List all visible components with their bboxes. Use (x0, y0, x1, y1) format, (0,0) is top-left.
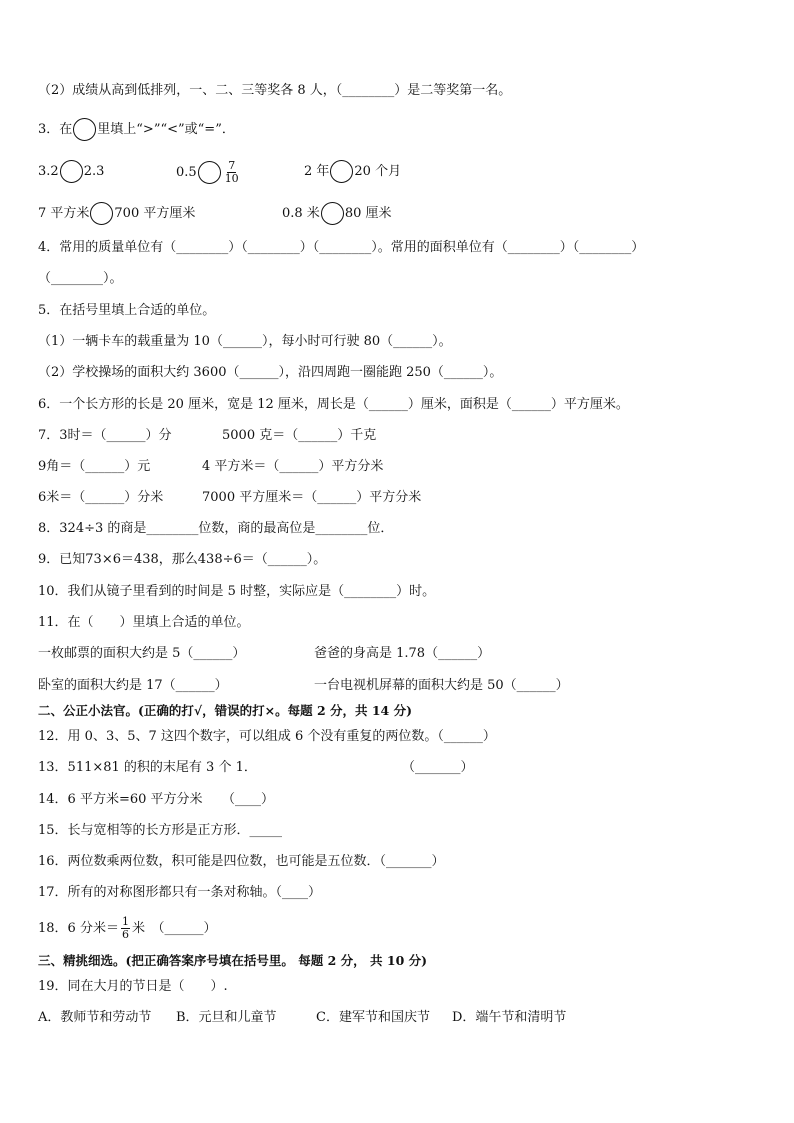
fraction-den: 10 (224, 172, 239, 185)
compare-circle-b[interactable] (198, 161, 221, 184)
q4-line1: 4．常用的质量单位有（________）（________）（________）。常用的面积单位有（________）（________） (38, 240, 645, 255)
q3-c-right: 20 个月 (354, 164, 402, 179)
q11-r2b: 一台电视机屏幕的面积大约是 50（______） (314, 678, 569, 693)
fraction-den: 6 (121, 928, 129, 941)
q3-e-right: 80 厘米 (344, 206, 392, 221)
q15: 15．长与宽相等的长方形是正方形．_____ (38, 823, 283, 838)
q19-option-c: C．建军节和国庆节 (316, 1010, 430, 1025)
q6: 6．一个长方形的长是 20 厘米，宽是 12 厘米，周长是（______）厘米，面积是（______）平方厘米。 (38, 397, 629, 412)
q3-row1-c (304, 160, 401, 183)
compare-circle-e[interactable] (321, 202, 344, 225)
q7-r3a: 6米＝（______）分米 (38, 490, 164, 505)
q19-title: 19．同在大月的节日是（ ）. (38, 979, 228, 994)
q10: 10．我们从镜子里看到的时间是 5 时整，实际应是（________）时。 (38, 584, 436, 599)
compare-circle-d[interactable] (90, 202, 113, 225)
q19-option-a: A．教师节和劳动节 (38, 1010, 152, 1025)
q7-r2a: 9角＝（______）元 (38, 459, 151, 474)
fraction-num: 1 (121, 915, 129, 928)
q19-option-b: B．元旦和儿童节 (176, 1010, 277, 1025)
section2-heading: 二、公正小法官。(正确的打√，错误的打×。每题 2 分，共 14 分) (38, 703, 413, 718)
q3-title-a: 3．在 (38, 122, 73, 137)
q3-row1-b (176, 160, 242, 185)
q13-blank: （_______） (402, 760, 474, 775)
q7-r1b: 5000 克＝（______）千克 (222, 428, 377, 443)
q2-part2: （2）成绩从高到低排列，一、二、三等奖各 8 人，（________）是二等奖第一名。 (38, 83, 512, 98)
q3-d-left: 7 平方米 (38, 206, 90, 221)
q3-b-left: 0.5 (176, 165, 197, 180)
q3-title-b: 里填上“>”“<”或“=”． (97, 122, 235, 137)
fraction-7-10 (224, 160, 240, 185)
q7-r1a: 7．3时＝（______）分 (38, 428, 172, 443)
q16: 16．两位数乘两位数，积可能是四位数，也可能是五位数．（_______） (38, 854, 445, 869)
q3-title (38, 118, 235, 141)
compare-circle[interactable] (73, 118, 96, 141)
q7-r3b: 7000 平方厘米＝（______）平方分米 (202, 490, 422, 505)
q4-line2: （________）。 (38, 271, 123, 286)
q13: 13．511×81 的积的末尾有 3 个 1． (38, 760, 257, 775)
q3-row1 (38, 160, 104, 183)
fraction-1-6 (121, 916, 130, 941)
q9: 9．已知73×6＝438，那么438÷6＝（______）。 (38, 552, 327, 567)
compare-circle-c[interactable] (330, 160, 353, 183)
q18-suffix: 米 （______） (131, 921, 217, 936)
q5-part1: （1）一辆卡车的载重量为 10（______），每小时可行驶 80（______）。 (38, 334, 452, 349)
q3-a-left: 3.2 (38, 164, 59, 179)
q11-r1b: 爸爸的身高是 1.78（______） (314, 646, 491, 661)
q19-option-d: D．端午节和清明节 (452, 1010, 567, 1025)
q3-e-left: 0.8 米 (282, 206, 320, 221)
q18-prefix: 18．6 分米＝ (38, 921, 119, 936)
q5-title: 5．在括号里填上合适的单位。 (38, 303, 216, 318)
q8: 8．324÷3 的商是________位数，商的最高位是________位． (38, 521, 394, 536)
fraction-num: 7 (228, 159, 236, 172)
q17: 17．所有的对称图形都只有一条对称轴。（____） (38, 885, 322, 900)
q12: 12．用 0、3、5、7 这四个数字，可以组成 6 个没有重复的两位数。（______） (38, 729, 496, 744)
q3-d-right: 700 平方厘米 (114, 206, 196, 221)
q5-part2: （2）学校操场的面积大约 3600（______），沿四周跑一圈能跑 250（______）。 (38, 365, 503, 380)
q18 (38, 916, 216, 942)
q11-title: 11．在（ ）里填上合适的单位。 (38, 615, 250, 630)
q7-r2b: 4 平方米＝（______）平方分米 (202, 459, 384, 474)
q3-a-right: 2.3 (83, 164, 105, 179)
q3-c-left: 2 年 (304, 164, 330, 179)
section3-heading: 三、精挑细选。(把正确答案序号填在括号里。 每题 2 分， 共 10 分) (38, 953, 428, 968)
q11-r2a: 卧室的面积大约是 17（______） (38, 678, 228, 693)
q14: 14．6 平方米=60 平方分米 （____） (38, 792, 275, 807)
q3-row2-b (282, 202, 392, 225)
compare-circle-a[interactable] (60, 160, 83, 183)
q3-row2 (38, 202, 195, 225)
q11-r1a: 一枚邮票的面积大约是 5（______） (38, 646, 246, 661)
